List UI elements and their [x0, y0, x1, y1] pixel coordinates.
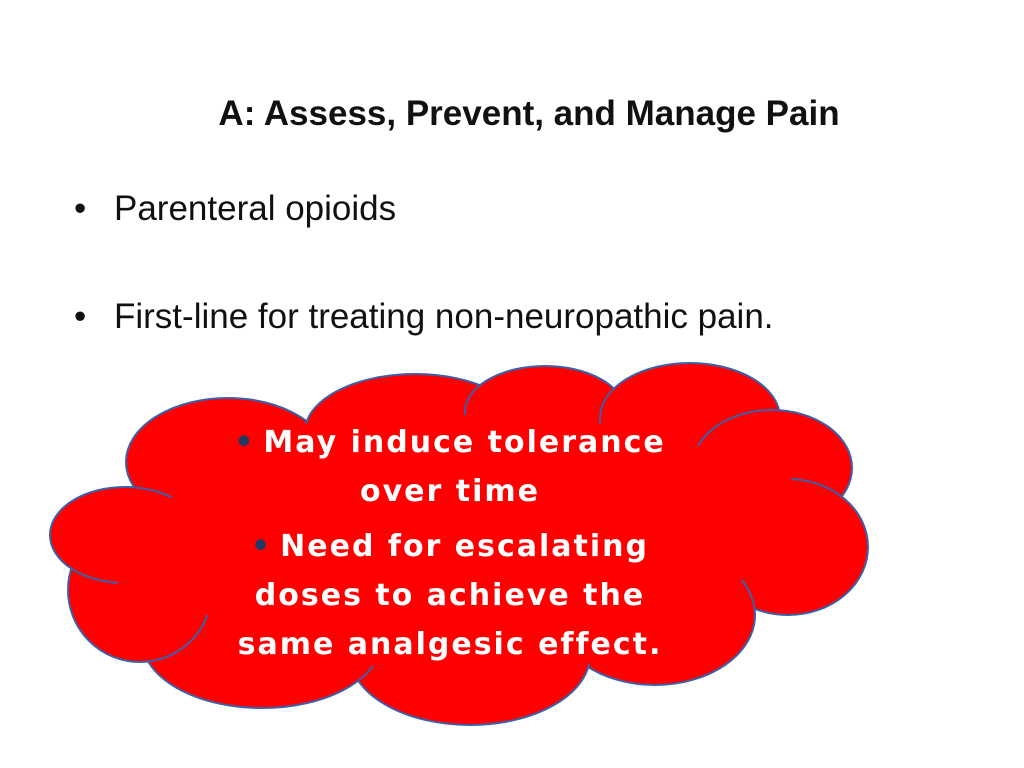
bullet-marker: •	[74, 189, 87, 228]
cloud-bullet-marker: •	[250, 529, 273, 564]
cloud-bullet-item	[200, 522, 700, 669]
bullet-marker: •	[74, 297, 87, 336]
cloud-bullet-list	[200, 418, 700, 675]
bullet-text: Parenteral opioids	[114, 189, 397, 228]
slide-title: A: Assess, Prevent, and Manage Pain	[218, 94, 840, 133]
cloud-bullet-text: Need for escalating doses to achieve the same analgesic effect.	[237, 529, 663, 662]
cloud-bullet-text: May induce tolerance over time	[263, 425, 666, 509]
cloud-bullet-marker: •	[234, 425, 256, 460]
cloud-bullet-item	[200, 418, 700, 516]
bullet-text: First-line for treating non-neuropathic pain.	[114, 297, 774, 336]
